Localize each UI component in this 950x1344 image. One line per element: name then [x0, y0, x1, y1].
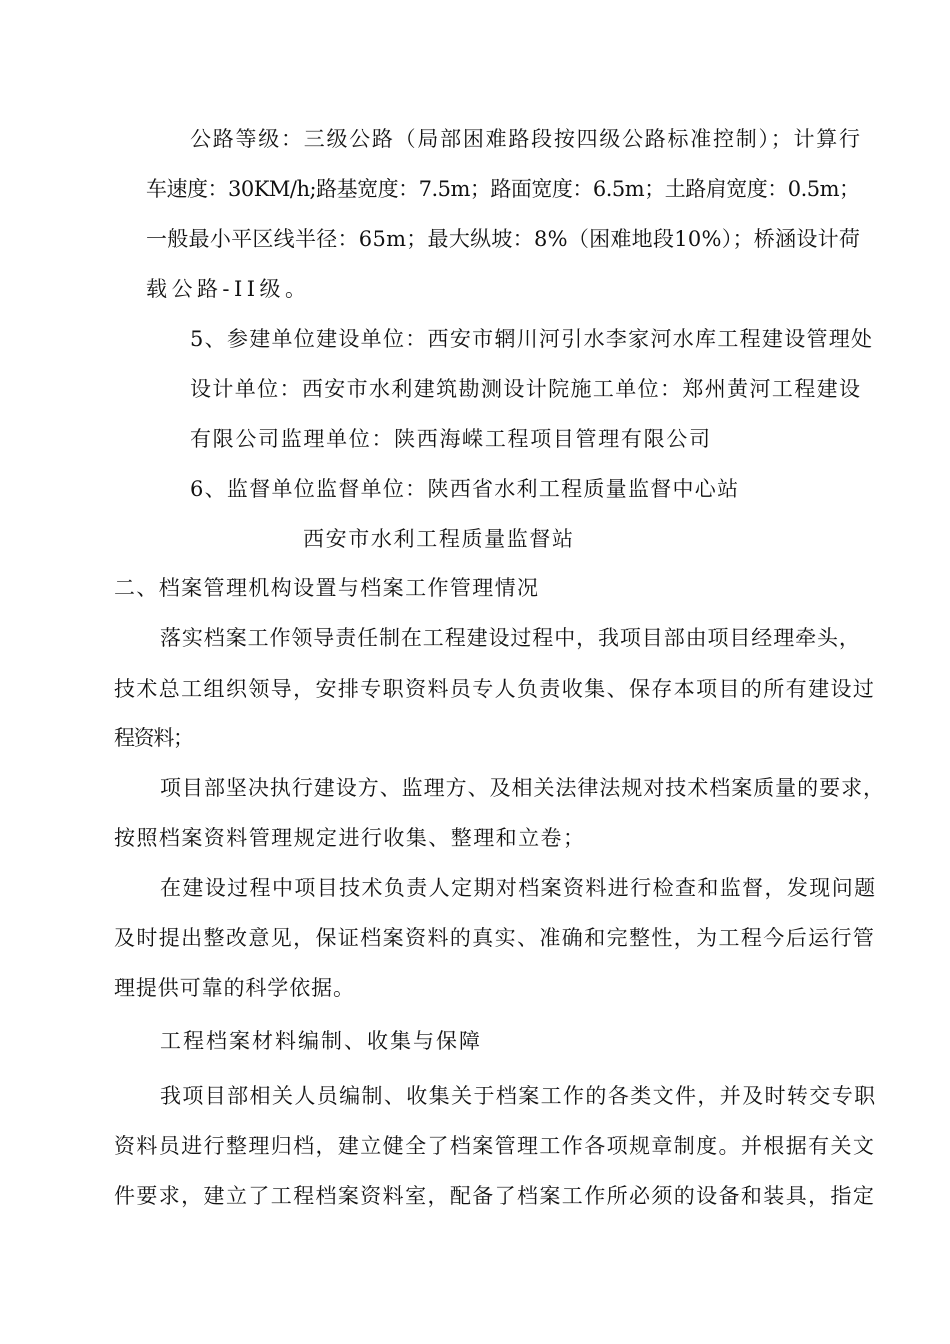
text-line-16: 在建设过程中项目技术负责人定期对档案资料进行检查和监督，发现问题 — [160, 876, 877, 900]
text-line-22: 件要求，建立了工程档案资料室，配备了档案工作所必须的设备和装具，指定 — [114, 1184, 876, 1208]
text-line-11: 落实档案工作领导责任制在工程建设过程中，我项目部由项目经理牵头， — [160, 626, 861, 650]
text-line-9: 西安市水利工程质量监督站 — [303, 527, 575, 551]
text-line-21: 资料员进行整理归档，建立健全了档案管理工作各项规章制度。并根据有关文 — [114, 1134, 876, 1158]
text-line-4: 载公路-II级。 — [146, 277, 311, 301]
text-line-14: 项目部坚决执行建设方、监理方、及相关法律法规对技术档案质量的要求， — [160, 776, 886, 800]
text-line-18: 理提供可靠的科学依据。 — [114, 976, 355, 1000]
text-line-1: 公路等级：三级公路（局部困难路段按四级公路标准控制）；计算行 — [190, 127, 862, 151]
section-heading-2: 二、档案管理机构设置与档案工作管理情况 — [114, 576, 540, 600]
text-line-5: 5、参建单位建设单位：西安市辋川河引水李家河水库工程建设管理处 — [190, 327, 874, 351]
text-line-15: 按照档案资料管理规定进行收集、整理和立卷； — [114, 826, 586, 850]
text-line-17: 及时提出整改意见，保证档案资料的真实、准确和完整性，为工程今后运行管 — [114, 926, 876, 950]
text-line-13: 程资料； — [114, 726, 193, 750]
text-line-6: 设计单位：西安市水利建筑勘测设计院施工单位：郑州黄河工程建设 — [190, 377, 862, 401]
text-line-12: 技术总工组织领导，安排专职资料员专人负责收集、保存本项目的所有建设过 — [114, 677, 876, 701]
subsection-heading: 工程档案材料编制、收集与保障 — [160, 1029, 482, 1053]
text-line-8: 6、监督单位监督单位：陕西省水利工程质量监督中心站 — [190, 477, 740, 501]
text-line-7: 有限公司监理单位：陕西海嵘工程项目管理有限公司 — [190, 427, 712, 451]
text-line-3: 一般最小平区线半径：65m；最大纵坡：8%（困难地段10%）；桥涵设计荷 — [146, 227, 861, 251]
text-line-2: 车速度：30KM/h;路基宽度：7.5m；路面宽度：6.5m；土路肩宽度：0.5m； — [146, 177, 860, 201]
text-line-20: 我项目部相关人员编制、收集关于档案工作的各类文件，并及时转交专职 — [160, 1084, 877, 1108]
